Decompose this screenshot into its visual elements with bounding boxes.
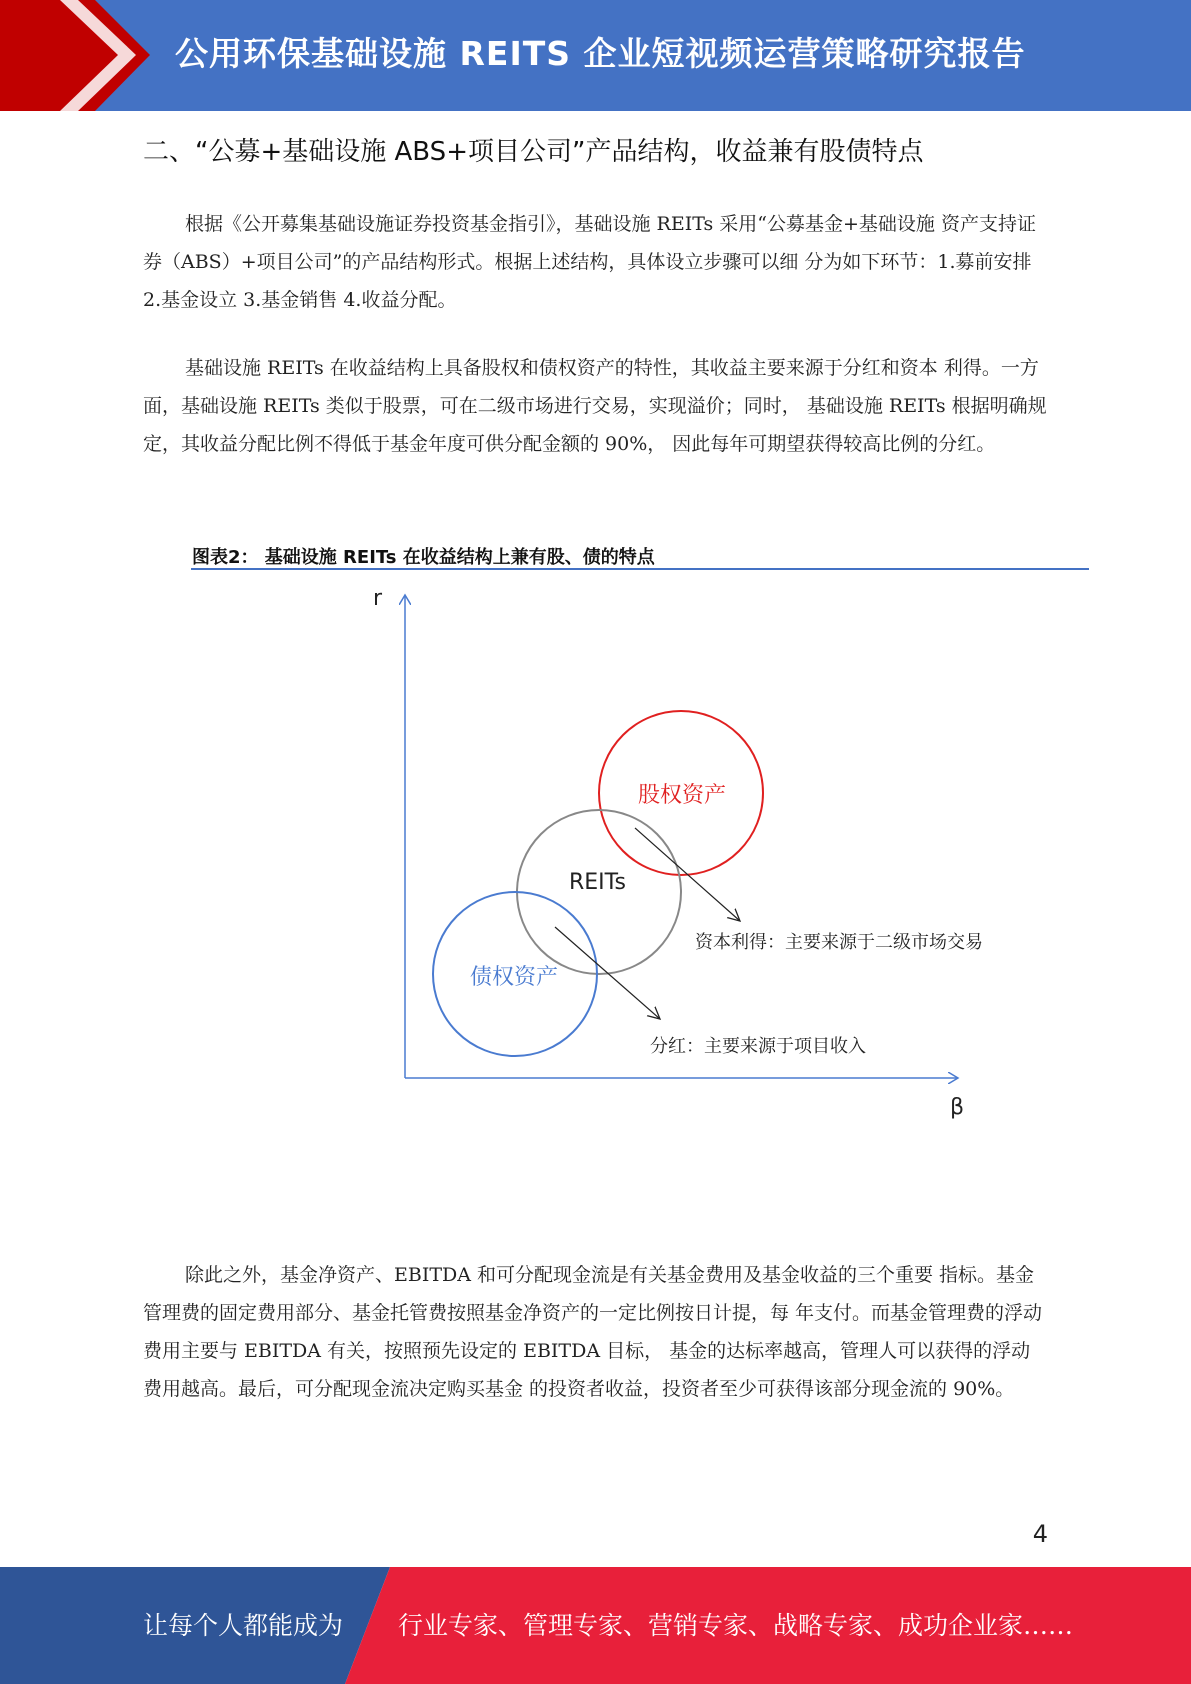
figure-title-rule [191, 568, 1089, 570]
figure-title: 图表2： 基础设施 REITs 在收益结构上兼有股、债的特点 [192, 547, 655, 568]
paragraph-product-structure: 根据《公开募集基础设施证券投资基金指引》，基础设施 REITs 采用“公募基金+基础设施 资产支持证券（ABS）+项目公司”的产品结构形式。根据上述结构，具体设立步骤可以细 分为如下环节：1.募前安排 2.基金设立 3.基金销售 4.收益分配。 [143, 213, 1036, 311]
footer-slogan-right: 行业专家、管理专家、营销专家、战略专家、成功企业家…… [398, 1611, 1074, 1640]
footer-slogan-left: 让每个人都能成为 [143, 1611, 344, 1640]
page-number: 4 [1032, 1520, 1048, 1548]
footer-banner [0, 1567, 1191, 1684]
paragraph-income-structure: 基础设施 REITs 在收益结构上具备股权和债权资产的特性，其收益主要来源于分红和资本 利得。一方面，基础设施 REITs 类似于股票，可在二级市场进行交易，实现溢价；同时， 基础设施 REITs 根据明确规定，其收益分配比例不得低于基金年度可供分配金额的 90%， 因此每年可期望获得较高比例的分红。 [143, 357, 1047, 455]
reits-diagram [180, 575, 1080, 1135]
reits-label: REITs [569, 870, 626, 895]
capital-gain-arrow [635, 828, 740, 921]
dividend-arrow [555, 927, 660, 1019]
equity-asset-label: 股权资产 [638, 783, 727, 808]
header-bar [0, 0, 1191, 111]
debt-asset-label: 债权资产 [470, 965, 559, 990]
y-axis-label: r [373, 586, 383, 611]
report-title: 公用环保基础设施 REITS 企业短视频运营策略研究报告 [175, 34, 1026, 73]
dividend-note: 分红：主要来源于项目收入 [650, 1036, 866, 1057]
capital-gain-note: 资本利得：主要来源于二级市场交易 [695, 932, 983, 953]
x-axis-label: β [950, 1095, 965, 1120]
section-heading: 二、“公募+基础设施 ABS+项目公司”产品结构，收益兼有股债特点 [143, 137, 924, 167]
paragraph-fund-fees: 除此之外，基金净资产、EBITDA 和可分配现金流是有关基金费用及基金收益的三个重要 指标。基金管理费的固定费用部分、基金托管费按照基金净资产的一定比例按日计提，每 年支付。而基金管理费的浮动费用主要与 EBITDA 有关，按照预先设定的 EBITDA 目标， 基金的达标率越高，管理人可以获得的浮动费用越高。最后，可分配现金流决定购买基金 的投资者收益，投资者至少可获得该部分现金流的 90%。 [143, 1264, 1043, 1400]
